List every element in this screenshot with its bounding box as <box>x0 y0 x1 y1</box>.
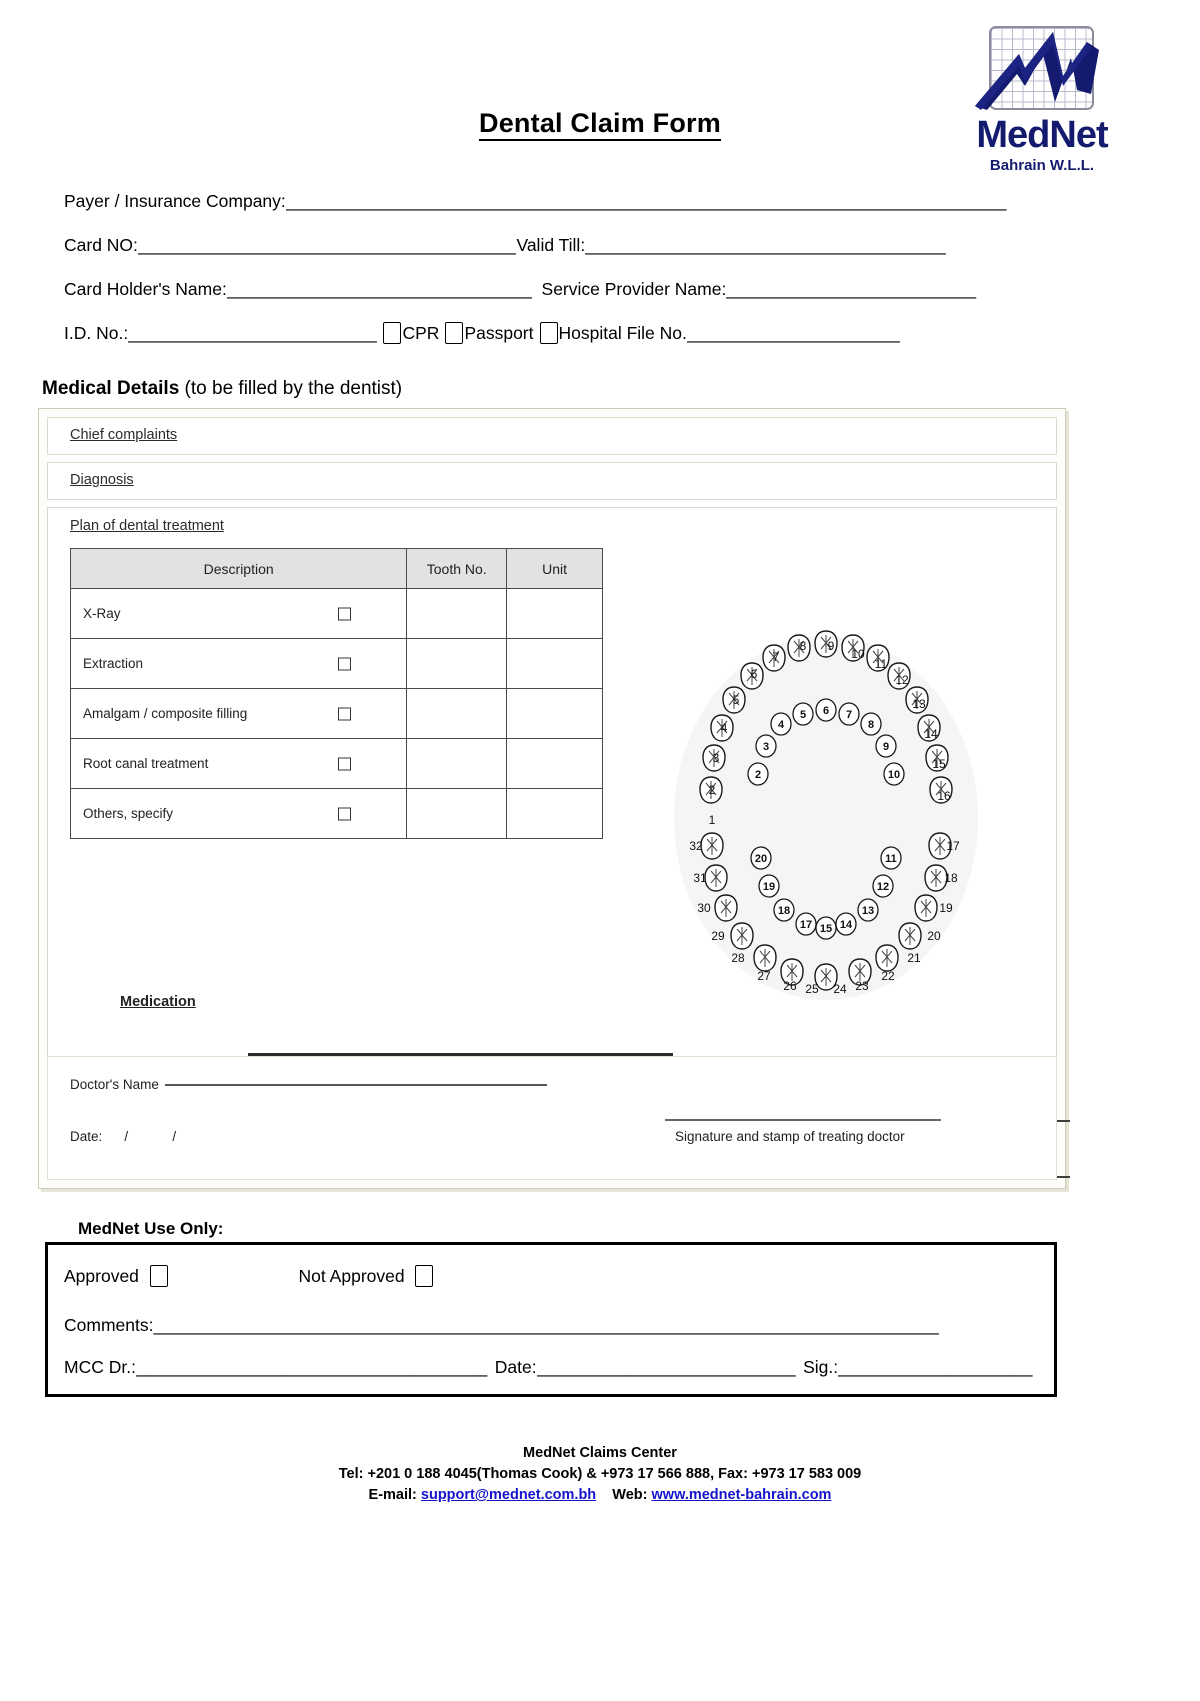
medical-details-heading <box>42 378 402 400</box>
passport-checkbox[interactable] <box>445 322 463 344</box>
id-no-input-line[interactable]: ___________________________ <box>128 323 378 343</box>
footer-web-link[interactable]: www.mednet-bahrain.com <box>651 1487 832 1504</box>
mcc-sig-label: Sig.: <box>803 1357 839 1377</box>
table-row <box>71 689 603 739</box>
svg-text:20: 20 <box>927 929 941 943</box>
col-unit: Unit <box>507 549 603 589</box>
comments-input-line[interactable]: _____________________________________________________________________________________ <box>153 1315 939 1335</box>
svg-text:20: 20 <box>754 853 768 865</box>
medication-label: Medication <box>120 994 196 1010</box>
svg-text:29: 29 <box>711 929 725 943</box>
others-checkbox[interactable] <box>338 807 351 820</box>
svg-text:19: 19 <box>939 901 953 915</box>
treatment-table-header-row <box>71 549 603 589</box>
svg-text:9: 9 <box>882 741 890 753</box>
tooth-diagram <box>666 628 986 1008</box>
card-holder-input-line[interactable]: _________________________________ <box>226 279 532 299</box>
svg-text:11: 11 <box>874 657 888 671</box>
mcc-row <box>64 1357 1040 1378</box>
hospital-file-input-line[interactable]: _______________________ <box>686 323 900 343</box>
medical-details-heading-note: (to be filled by the dentist) <box>179 378 403 399</box>
passport-label: Passport <box>464 323 534 343</box>
svg-text:28: 28 <box>731 951 745 965</box>
svg-text:8: 8 <box>799 639 807 653</box>
hospital-file-label: Hospital File No. <box>558 323 687 343</box>
row-label-amalgam: Amalgam / composite filling <box>83 706 248 721</box>
medical-details-inner <box>47 417 1057 1144</box>
payer-row <box>64 168 1074 212</box>
svg-text:32: 32 <box>689 839 703 853</box>
chief-complaints-label: Chief complaints <box>70 427 178 443</box>
svg-text:3: 3 <box>762 741 770 753</box>
page-title <box>0 108 1200 139</box>
svg-text:10: 10 <box>887 769 901 781</box>
payer-label: Payer / Insurance Company: <box>64 191 286 211</box>
svg-text:6: 6 <box>750 667 758 681</box>
header-fields <box>64 168 1074 344</box>
id-no-label: I.D. No.: <box>64 323 129 343</box>
signature-input-line[interactable] <box>665 1119 941 1121</box>
comments-label: Comments: <box>64 1315 154 1335</box>
logo-subtitle: Bahrain W.L.L. <box>989 157 1095 174</box>
svg-text:4: 4 <box>777 719 785 731</box>
not-approved-label: Not Approved <box>298 1266 405 1286</box>
row-label-xray: X-Ray <box>83 606 121 621</box>
svg-text:2: 2 <box>754 769 762 781</box>
service-provider-input-line[interactable]: ___________________________ <box>726 279 976 299</box>
mednet-use-only-heading: MedNet Use Only: <box>78 1219 224 1238</box>
svg-text:12: 12 <box>895 673 909 687</box>
valid-till-label: Valid Till: <box>516 235 586 255</box>
mcc-dr-label: MCC Dr.: <box>64 1357 136 1377</box>
plan-section <box>47 507 1057 1119</box>
col-description: Description <box>71 549 407 589</box>
doctor-date-sep-1[interactable]: / <box>124 1129 129 1144</box>
others-tooth-no-cell[interactable] <box>407 789 507 839</box>
card-holder-label: Card Holder's Name: <box>64 279 227 299</box>
xray-unit-cell[interactable] <box>507 589 603 639</box>
svg-text:15: 15 <box>819 923 833 935</box>
service-provider-label: Service Provider Name: <box>541 279 727 299</box>
svg-text:14: 14 <box>924 727 938 741</box>
signature-label: Signature and stamp of treating doctor <box>675 1129 905 1144</box>
row-label-extraction: Extraction <box>83 656 144 671</box>
card-no-input-line[interactable]: _________________________________________ <box>137 235 517 255</box>
table-row <box>71 789 603 839</box>
mcc-date-label: Date: <box>494 1357 537 1377</box>
row-label-root-canal: Root canal treatment <box>83 756 209 771</box>
mcc-date-input-line[interactable]: ____________________________ <box>536 1357 796 1377</box>
mcc-sig-input-line[interactable]: _____________________ <box>838 1357 1033 1377</box>
extraction-tooth-no-cell[interactable] <box>407 639 507 689</box>
others-unit-cell[interactable] <box>507 789 603 839</box>
medication-heading <box>120 994 196 1010</box>
svg-text:21: 21 <box>907 951 921 965</box>
cpr-label: CPR <box>402 323 440 343</box>
svg-text:23: 23 <box>855 979 869 993</box>
table-row <box>71 639 603 689</box>
doctor-name-input-line[interactable] <box>165 1084 547 1086</box>
table-row <box>71 739 603 789</box>
footer-email-web <box>0 1485 1200 1506</box>
svg-text:18: 18 <box>777 905 791 917</box>
svg-text:25: 25 <box>805 982 819 996</box>
svg-text:5: 5 <box>732 693 740 707</box>
svg-text:7: 7 <box>845 709 853 721</box>
svg-text:3: 3 <box>712 751 720 765</box>
svg-text:13: 13 <box>861 905 875 917</box>
cpr-checkbox[interactable] <box>383 322 401 344</box>
hospital-file-checkbox[interactable] <box>540 322 558 344</box>
card-holder-row <box>64 256 1074 300</box>
col-tooth-no: Tooth No. <box>407 549 507 589</box>
id-no-row <box>64 300 1074 344</box>
valid-till-input-line[interactable]: _______________________________________ <box>585 235 946 255</box>
svg-text:6: 6 <box>822 705 830 717</box>
row-label-others: Others, specify <box>83 806 174 821</box>
svg-text:8: 8 <box>867 719 875 731</box>
comments-row <box>64 1315 1040 1336</box>
doctor-date-label: Date: <box>70 1129 103 1144</box>
footer-center-name: MedNet Claims Center <box>523 1445 677 1461</box>
svg-text:11: 11 <box>885 853 897 865</box>
doctor-date-sep-2[interactable]: / <box>172 1129 177 1144</box>
svg-text:12: 12 <box>876 881 890 893</box>
medical-details-panel <box>38 408 1066 1189</box>
root-canal-checkbox[interactable] <box>338 757 351 770</box>
svg-text:17: 17 <box>799 919 813 931</box>
plan-label-wrap <box>48 508 1056 534</box>
footer-email-label: E-mail: <box>368 1487 417 1504</box>
xray-checkbox[interactable] <box>338 607 351 620</box>
card-no-row <box>64 212 1074 256</box>
root-canal-unit-cell[interactable] <box>507 739 603 789</box>
mednet-logo <box>942 22 1142 174</box>
extraction-unit-cell[interactable] <box>507 639 603 689</box>
diagnosis-label: Diagnosis <box>70 472 134 488</box>
doctor-name-label: Doctor's Name <box>70 1077 159 1092</box>
xray-tooth-no-cell[interactable] <box>407 589 507 639</box>
footer-email-link[interactable]: support@mednet.com.bh <box>420 1487 597 1504</box>
approved-checkbox[interactable] <box>150 1265 168 1287</box>
card-no-label: Card NO: <box>64 235 138 255</box>
not-approved-checkbox[interactable] <box>415 1265 433 1287</box>
chief-complaints-field[interactable] <box>47 417 1057 455</box>
footer-contact: Tel: +201 0 188 4045(Thomas Cook) & +973 17 566 888, Fax: +973 17 583 009 <box>338 1466 862 1483</box>
logo-wordmark: MedNet <box>976 114 1108 156</box>
footer-web-label: Web: <box>612 1487 648 1504</box>
svg-text:15: 15 <box>932 757 946 771</box>
mednet-logo-mark <box>967 22 1117 114</box>
svg-text:9: 9 <box>827 639 835 653</box>
svg-text:31: 31 <box>693 871 707 885</box>
approval-row <box>64 1265 434 1287</box>
chart-m-icon <box>967 24 1117 112</box>
svg-text:24: 24 <box>833 982 847 996</box>
svg-text:22: 22 <box>881 969 895 983</box>
table-row <box>71 589 603 639</box>
svg-text:10: 10 <box>851 647 865 661</box>
svg-text:27: 27 <box>757 969 771 983</box>
doctor-name-field <box>70 1077 547 1092</box>
svg-text:1: 1 <box>708 813 716 827</box>
root-canal-tooth-no-cell[interactable] <box>407 739 507 789</box>
svg-text:13: 13 <box>912 697 926 711</box>
svg-text:26: 26 <box>783 979 797 993</box>
svg-text:16: 16 <box>937 789 951 803</box>
svg-text:18: 18 <box>944 871 958 885</box>
diagnosis-field[interactable] <box>47 462 1057 500</box>
amalgam-unit-cell[interactable] <box>507 689 603 739</box>
page-title-text: Dental Claim Form <box>479 108 721 141</box>
svg-text:14: 14 <box>839 919 853 931</box>
svg-text:19: 19 <box>762 881 776 893</box>
treatment-table <box>70 548 603 839</box>
svg-text:17: 17 <box>946 839 960 853</box>
svg-text:2: 2 <box>708 783 716 797</box>
approved-label: Approved <box>64 1266 139 1286</box>
svg-text:4: 4 <box>720 721 728 735</box>
payer-input-line[interactable]: ______________________________________________________________________________ <box>285 191 1006 211</box>
amalgam-checkbox[interactable] <box>338 707 351 720</box>
mcc-dr-input-line[interactable]: ______________________________________ <box>135 1357 487 1377</box>
mednet-use-only-box <box>45 1242 1057 1397</box>
svg-text:30: 30 <box>697 901 711 915</box>
amalgam-tooth-no-cell[interactable] <box>407 689 507 739</box>
footer <box>0 1443 1200 1506</box>
svg-text:7: 7 <box>772 650 780 664</box>
medical-details-heading-bold: Medical Details <box>42 378 180 399</box>
extraction-checkbox[interactable] <box>338 657 351 670</box>
doctor-signature-block <box>47 1056 1057 1180</box>
doctor-date-field <box>70 1129 198 1144</box>
svg-text:5: 5 <box>799 709 807 721</box>
plan-label: Plan of dental treatment <box>70 518 224 534</box>
